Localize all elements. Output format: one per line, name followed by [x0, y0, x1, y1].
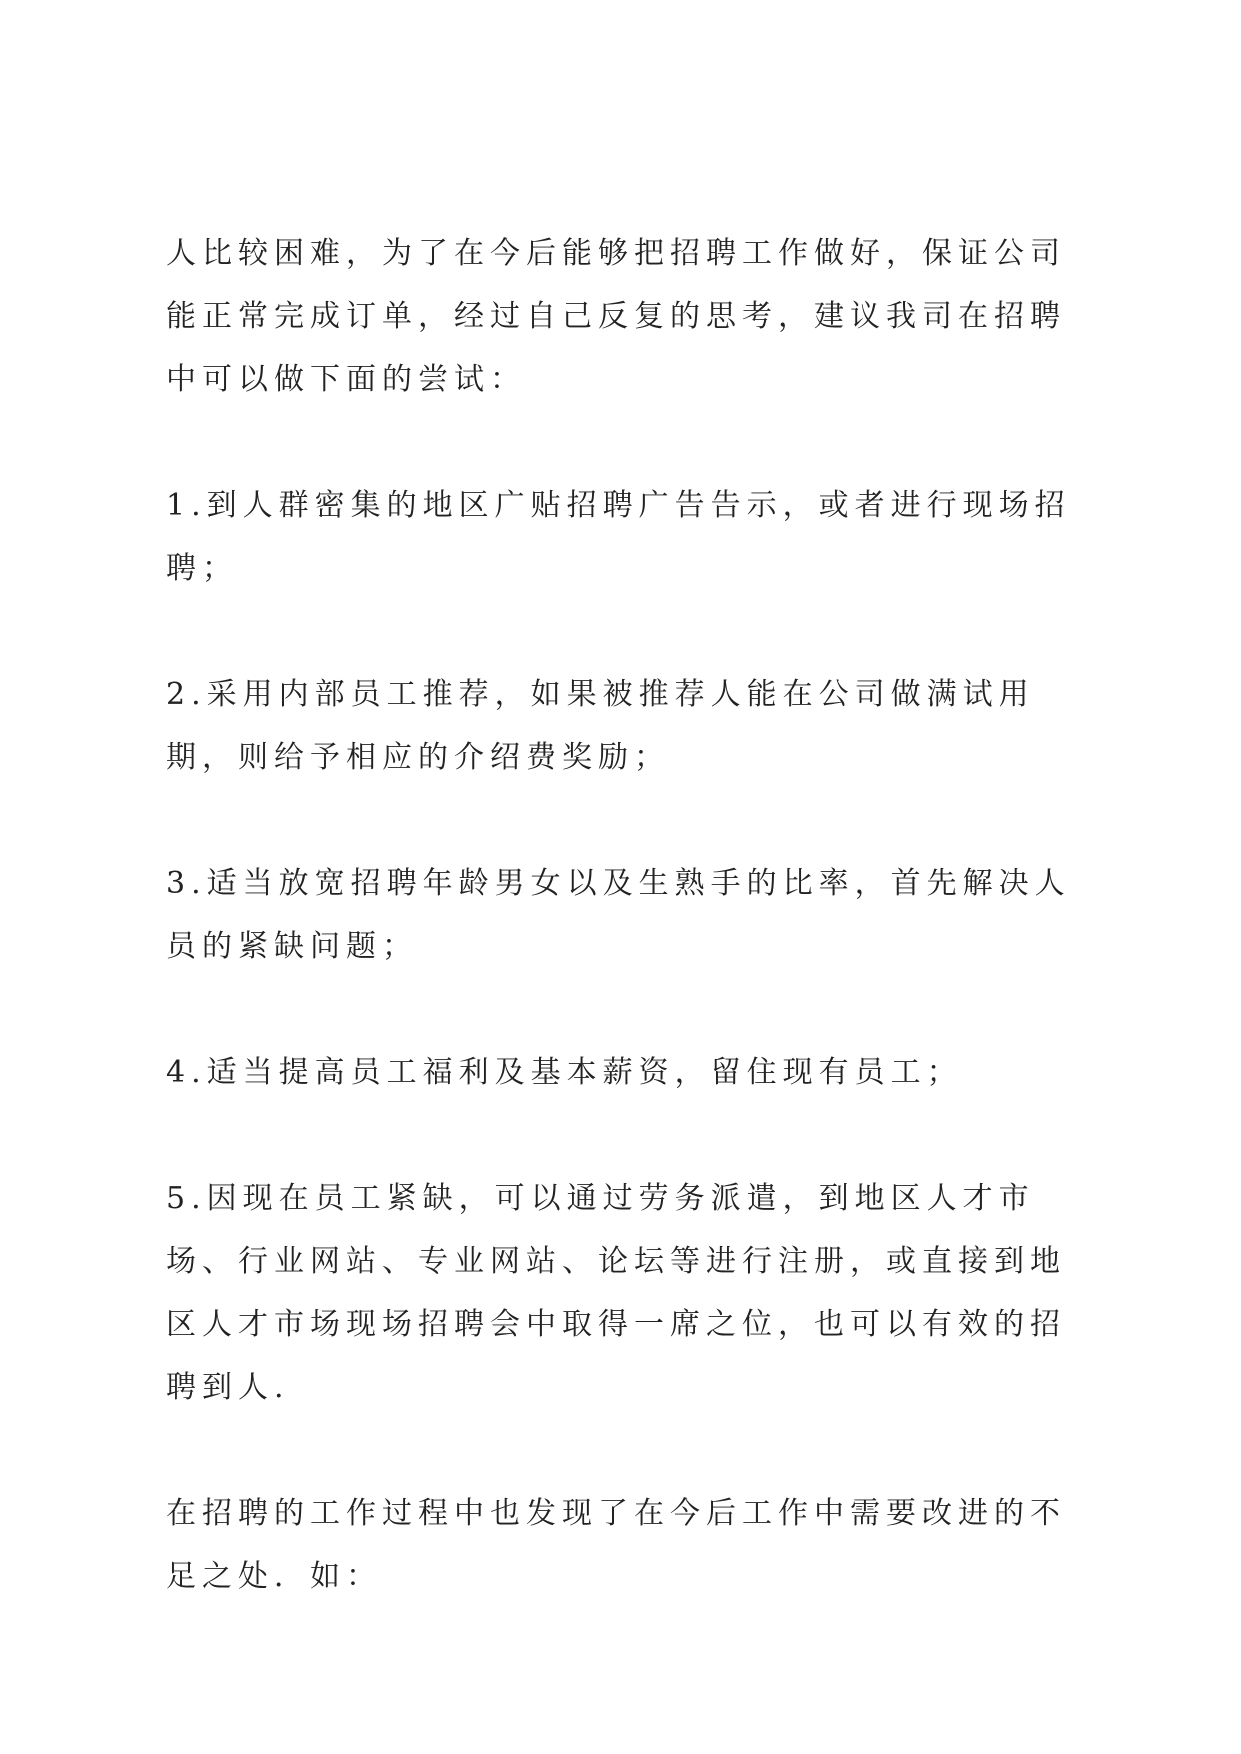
list-item-3: 3.适当放宽招聘年龄男女以及生熟手的比率，首先解决人员的紧缺问题；	[166, 866, 1071, 964]
list-item-5: 5.因现在员工紧缺，可以通过劳务派遣，到地区人才市场、行业网站、专业网站、论坛等进行注册，或直接到地区人才市场现场招聘会中取得一席之位，也可以有效的招聘到人.	[166, 1181, 1066, 1405]
list-item-2: 2.采用内部员工推荐，如果被推荐人能在公司做满试用期，则给予相应的介绍费奖励；	[166, 677, 1035, 775]
list-item-4: 4.适当提高员工福利及基本薪资，留住现有员工；	[166, 1055, 963, 1090]
document-body	[166, 222, 1096, 1608]
list-item-1: 1.到人群密集的地区广贴招聘广告告示，或者进行现场招聘；	[166, 488, 1071, 586]
paragraph-closing: 在招聘的工作过程中也发现了在今后工作中需要改进的不足之处．如：	[166, 1496, 1066, 1594]
paragraph-intro: 人比较困难，为了在今后能够把招聘工作做好，保证公司能正常完成订单，经过自己反复的思考，建议我司在招聘中可以做下面的尝试：	[166, 236, 1066, 397]
